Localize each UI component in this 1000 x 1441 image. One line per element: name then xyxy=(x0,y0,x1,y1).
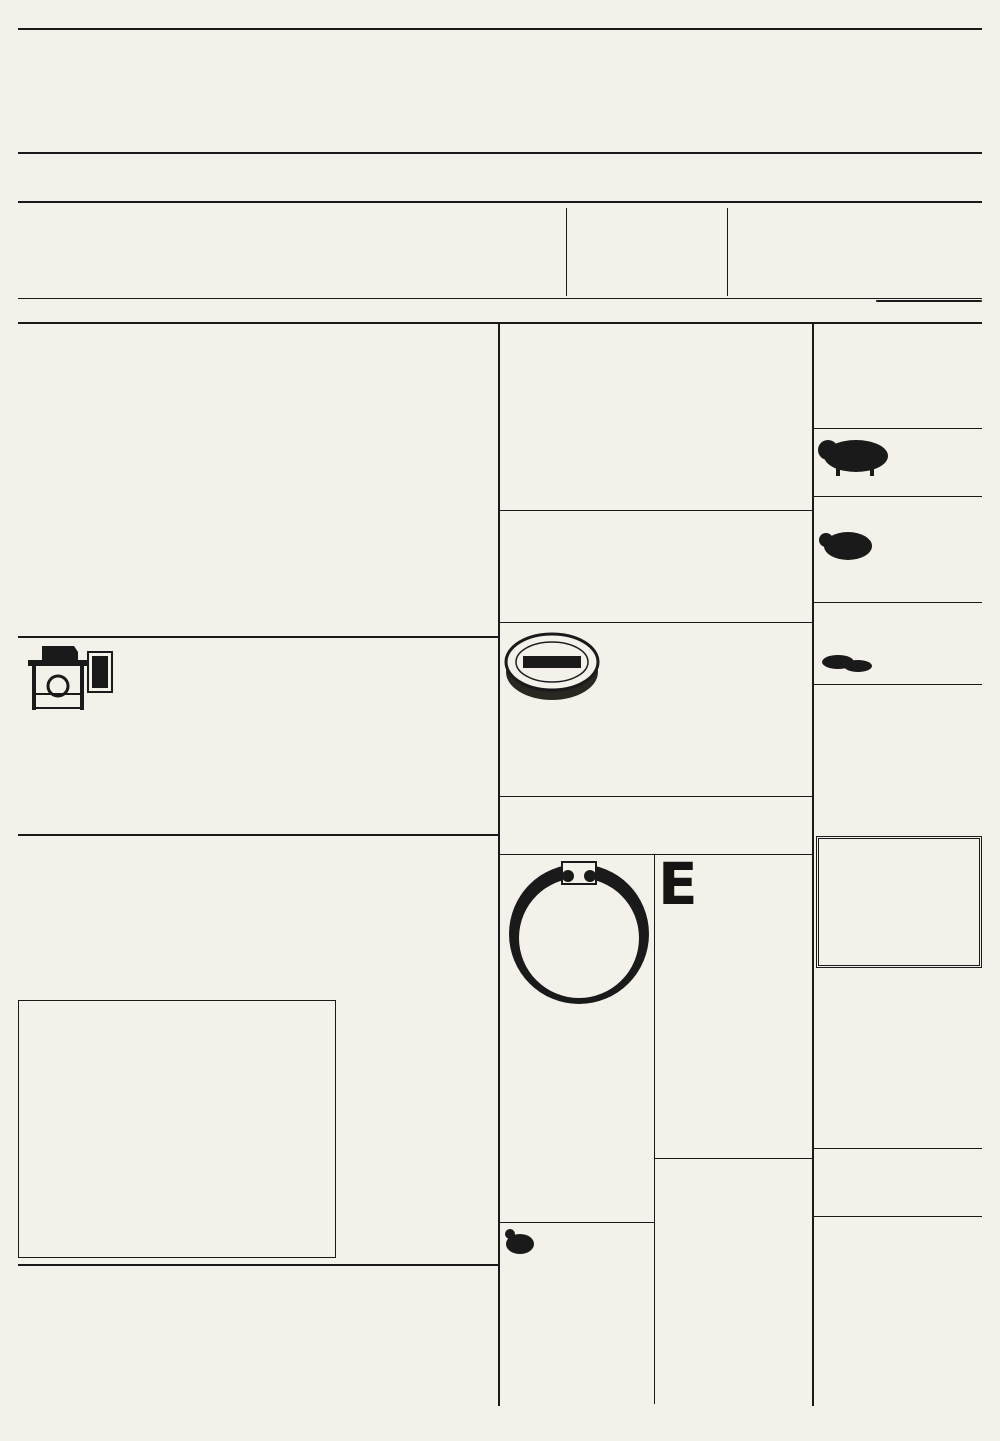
poultry-icon xyxy=(502,1226,536,1258)
lotterie-porto xyxy=(876,300,982,302)
toothpaste-tin-icon xyxy=(503,628,601,704)
lederwaaren-title xyxy=(18,32,306,152)
pig-icon xyxy=(816,432,898,478)
sausage-icon xyxy=(818,650,874,676)
emser-initial: E xyxy=(658,850,698,918)
sewing-machine-icon xyxy=(22,642,118,714)
opera-glasses-icon xyxy=(506,856,652,1012)
pig-icon xyxy=(818,524,876,568)
